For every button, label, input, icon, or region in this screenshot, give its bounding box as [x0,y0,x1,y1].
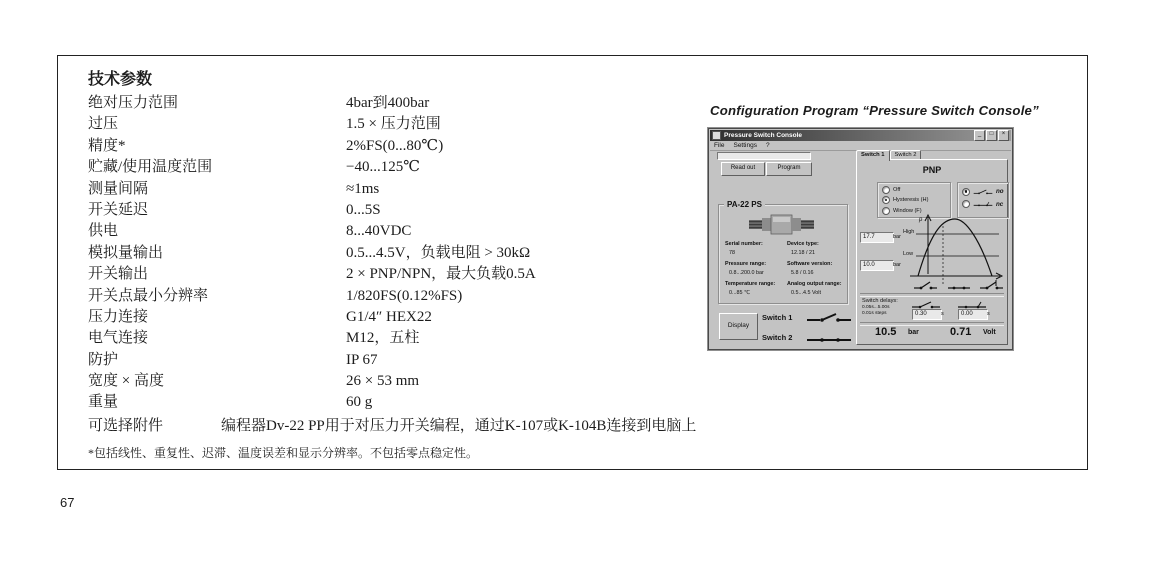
spec-label: 宽度 × 高度 [88,373,164,390]
switch-state-closed-icon [948,287,970,290]
high-unit-label: bar [893,234,901,240]
spec-label: 贮藏/使用温度范围 [88,159,213,176]
spec-value: 0...5S [346,201,381,218]
delays-step: 0.01s steps [862,310,887,316]
console-heading: Configuration Program “Pressure Switch Console” [710,103,1039,118]
spec-row [88,350,688,371]
spec-row [88,200,688,221]
spec-label: 过压 [88,116,119,133]
radio-icon[interactable] [962,188,970,196]
spec-label: 电气连接 [88,330,149,347]
close-icon[interactable]: × [998,130,1009,141]
normally-closed-icon [973,200,993,208]
specs-table [88,93,688,414]
menu-help[interactable]: ? [765,142,770,149]
page-number: 67 [60,495,75,510]
switch2-label: Switch 2 [762,333,793,342]
contact-option-nc[interactable] [962,200,1008,208]
radio-icon[interactable] [882,196,890,204]
spec-row [88,157,688,178]
spec-value: 2 × PNP/NPN，最大负载0.5A [346,266,536,283]
hysteresis-graph [902,212,1006,296]
delay-on-unit: s [941,311,944,317]
software-version-value: 5.8 / 0.16 [791,270,814,276]
spec-label: 测量间隔 [88,180,149,197]
spec-label: 精度* [88,137,126,154]
window-client-area [710,150,1011,348]
delays-range: 0.05s...5.00s [862,304,890,310]
serial-number-value: 78 [729,250,735,256]
graph-low-label: Low [903,251,914,257]
spec-row [88,179,688,200]
footnote: *包括线性、重复性、迟滞、温度误差和显示分辨率。不包括零点稳定性。 [88,446,479,460]
voltage-reading: 0.71 [950,326,972,338]
spec-value: 60 g [346,394,373,411]
pressure-range-value: 0.8...200.0 bar [729,270,764,276]
delay-off-field[interactable]: 0.00 [958,309,988,320]
temperature-range-value: 0...85 ℃ [729,290,751,296]
delay-on-field[interactable]: 0.30 [912,309,942,320]
voltage-reading-unit: Volt [983,329,996,336]
spec-label: 压力连接 [88,308,149,325]
accessory-value: 编程器Dv-22 PP用于对压力开关编程，通过K-107或K-104B连接到电脑上 [221,418,697,434]
window-title: Pressure Switch Console [724,132,803,139]
device-group-title: PA-22 PS [724,200,765,209]
analog-range-label: Analog output range: [787,281,842,287]
spec-value: IP 67 [346,351,378,368]
readout-button[interactable]: Read out [721,162,765,176]
spec-row [88,136,688,157]
graph-axis-label: p [919,217,923,223]
delay-on-switch-icon [911,297,941,307]
pressure-curve [918,219,992,276]
accessory-label: 可选择附件 [88,418,164,434]
low-unit-label: bar [893,262,901,268]
contact-option-label: nc [996,200,1004,208]
tab-switch-2[interactable]: Switch 2 [890,150,922,161]
switch1-tab-page [856,159,1008,345]
delays-label: Switch delays: [862,298,898,304]
spec-row [88,221,688,242]
temperature-range-label: Temperature range: [725,281,776,287]
spec-label: 开关延迟 [88,201,149,218]
normally-open-icon [973,188,993,196]
graph-high-label: High [903,229,915,235]
spec-row [88,93,688,114]
minimize-icon[interactable]: _ [974,130,985,141]
spec-value: ≈1ms [346,180,380,197]
spec-row [88,371,688,392]
accessory-row [88,414,696,435]
device-image [747,211,817,237]
spec-row [88,307,688,328]
spec-value: G1/4″ HEX22 [346,308,432,325]
maximize-icon[interactable]: □ [986,130,997,141]
menu-settings[interactable]: Settings [733,142,757,149]
menu-file[interactable]: File [714,142,725,149]
mode-option-label: Window (F) [893,207,922,214]
spec-label: 开关点最小分辨率 [88,287,209,304]
spec-value: 4bar到400bar [346,95,430,111]
switch1-state-open-icon [806,311,852,323]
device-type-label: Device type: [787,241,819,247]
spec-value: 8...40VDC [346,223,412,240]
mode-option-label: Off [893,186,901,193]
radio-icon[interactable] [882,207,890,215]
output-type-label: PNP [922,165,942,175]
spec-label: 开关输出 [88,266,149,283]
specs-title: 技术参数 [88,71,153,88]
spec-value: 0.5...4.5V，负载电阻 > 30kΩ [346,244,531,261]
pressure-switch-console-window [708,128,1013,350]
radio-icon[interactable] [962,200,970,208]
mode-option-label: Hysteresis (H) [893,197,929,203]
window-titlebar[interactable] [710,130,1011,141]
spec-value: −40...125℃ [346,159,420,176]
switch-state-open2-icon [980,280,1003,289]
contact-option-no[interactable] [962,188,1008,196]
pressure-reading: 10.5 [875,326,897,338]
tab-switch-1[interactable]: Switch 1 [856,150,890,161]
spec-label: 供电 [88,223,119,240]
spec-row [88,286,688,307]
spec-label: 绝对压力范围 [88,95,179,111]
spec-value: 1.5 × 压力范围 [346,116,441,133]
spec-label: 防护 [88,351,119,368]
switch-state-open-icon [914,282,937,289]
delay-off-unit: s [987,311,990,317]
contact-option-label: no [996,188,1004,195]
pressure-reading-unit: bar [908,329,919,336]
spec-row [88,243,688,264]
spec-value: 1/820FS(0.12%FS) [346,287,463,304]
spec-row [88,392,688,413]
device-type-value: 12.18 / 21 [791,250,815,256]
switch1-label: Switch 1 [762,313,793,322]
spec-value: 26 × 53 mm [346,373,420,390]
radio-icon[interactable] [882,186,890,194]
spec-value: 2%FS(0...80℃) [346,137,444,154]
display-button[interactable]: Display [719,313,758,340]
spec-value: M12，五柱 [346,330,420,347]
spec-label: 模拟量输出 [88,244,164,261]
program-button[interactable]: Program [766,162,812,176]
mode-option-off[interactable] [882,186,950,194]
switch-delays-block [862,298,898,317]
status-field [717,152,811,160]
spec-label: 重量 [88,394,119,411]
high-setpoint-field[interactable]: 17.7 [860,232,894,243]
serial-number-label: Serial number: [725,241,763,247]
spec-row [88,328,688,349]
low-setpoint-field[interactable]: 10.0 [860,260,894,271]
spec-row [88,264,688,285]
device-groupbox [718,200,848,304]
app-icon [712,131,721,140]
spec-row [88,114,688,135]
pressure-range-label: Pressure range: [725,261,767,267]
switch2-state-closed-icon [806,331,852,343]
software-version-label: Software version: [787,261,833,267]
delay-off-switch-icon [957,297,987,307]
analog-range-value: 0.5...4.5 Volt [791,290,821,296]
mode-option-hysteresis[interactable] [882,196,950,204]
